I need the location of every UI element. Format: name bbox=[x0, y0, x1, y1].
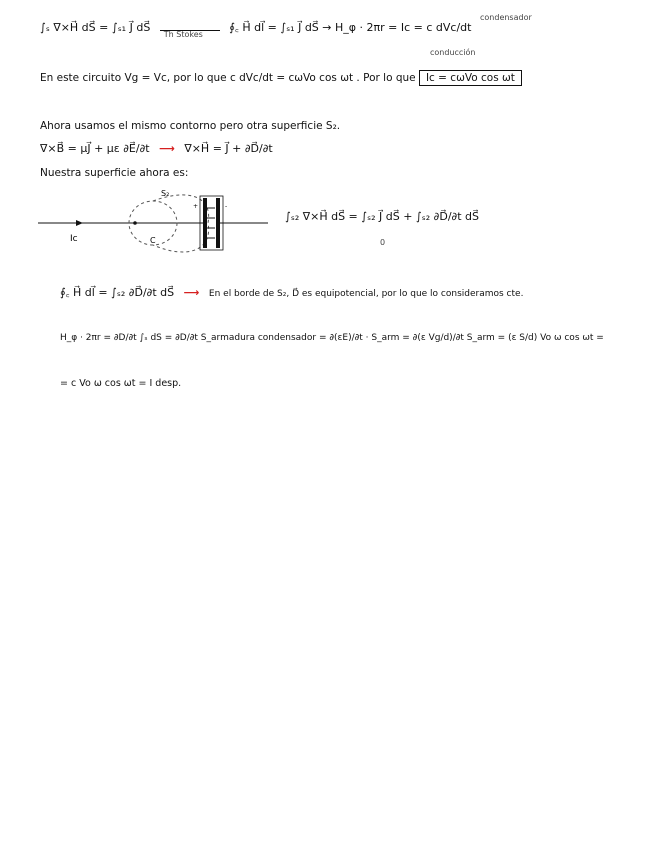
stokes-label: Th Stokes bbox=[163, 30, 203, 39]
red-arrow-2: ⟶ bbox=[183, 286, 200, 299]
condensador-note: condensador bbox=[480, 13, 532, 22]
circuit-text: En este circuito Vg = Vc, por lo que c dVc/dt = cωVo cos ωt . Por lo que bbox=[40, 72, 416, 84]
second-surface-intro: Ahora usamos el mismo contorno pero otra superficie S₂. bbox=[40, 120, 341, 132]
maxwell-ampere-b: ∇×B⃗ = μJ⃗ + με ∂E⃗/∂t bbox=[40, 142, 150, 155]
border-comment: En el borde de S₂, D⃗ es equipotencial, por lo que lo consideramos cte. bbox=[208, 289, 524, 299]
equation-stokes bbox=[40, 20, 472, 39]
zero-label: 0 bbox=[380, 238, 386, 247]
border-equation: ∮꜀ H⃗ dl⃗ = ∫ₛ₂ ∂D⃗/∂t dS⃗ bbox=[60, 286, 175, 299]
surface-now-text: Nuestra superficie ahora es: bbox=[40, 167, 189, 179]
maxwell-ampere-h: ∇×H⃗ = J⃗ + ∂D⃗/∂t bbox=[184, 142, 273, 155]
red-arrow-1: ⟶ bbox=[159, 142, 175, 155]
result-box: Ic = cωVo cos ωt bbox=[419, 70, 522, 86]
current-arrow-head bbox=[76, 220, 83, 226]
capacitor-plate-right bbox=[216, 198, 220, 248]
stokes-arrow bbox=[160, 22, 220, 39]
capacitor-diagram bbox=[38, 188, 278, 268]
border-line bbox=[60, 285, 523, 300]
circuit-line bbox=[40, 72, 636, 84]
surface-label: S₂ bbox=[161, 189, 170, 198]
h-field-derivation: H_φ · 2πr = ∂D/∂t ∫ₛ dS = ∂D/∂t S_armadura condensador = ∂(εE)/∂t · S_arm = ∂(ε Vg/d)/∂t S_arm = (ε S/d) Vo ω cos ωt = bbox=[60, 333, 604, 343]
contour-point bbox=[133, 221, 137, 225]
equation-stokes-rhs: ∮꜀ H⃗ dl⃗ = ∫ₛ₁ J⃗ dS⃗ → H_φ · 2πr = Ic = c dVc/dt bbox=[229, 21, 472, 34]
equation-stokes-main: ∫ₛ ∇×H⃗ dS⃗ = ∫ₛ₁ J⃗ dS⃗ bbox=[40, 21, 151, 34]
conduccion-note: conducción bbox=[430, 48, 476, 57]
minus-sign: - bbox=[225, 203, 228, 210]
final-result: = c Vo ω cos ωt = I desp. bbox=[60, 378, 182, 389]
current-label: Ic bbox=[70, 234, 78, 244]
plus-sign: + bbox=[193, 203, 199, 210]
capacitor-plate-left bbox=[203, 198, 207, 248]
contour-label: C bbox=[150, 236, 156, 245]
maxwell-equations bbox=[40, 142, 273, 155]
surface-integral: ∫ₛ₂ ∇×H⃗ dS⃗ = ∫ₛ₂ J⃗ dS⃗ + ∫ₛ₂ ∂D⃗/∂t dS⃗ bbox=[285, 210, 479, 223]
